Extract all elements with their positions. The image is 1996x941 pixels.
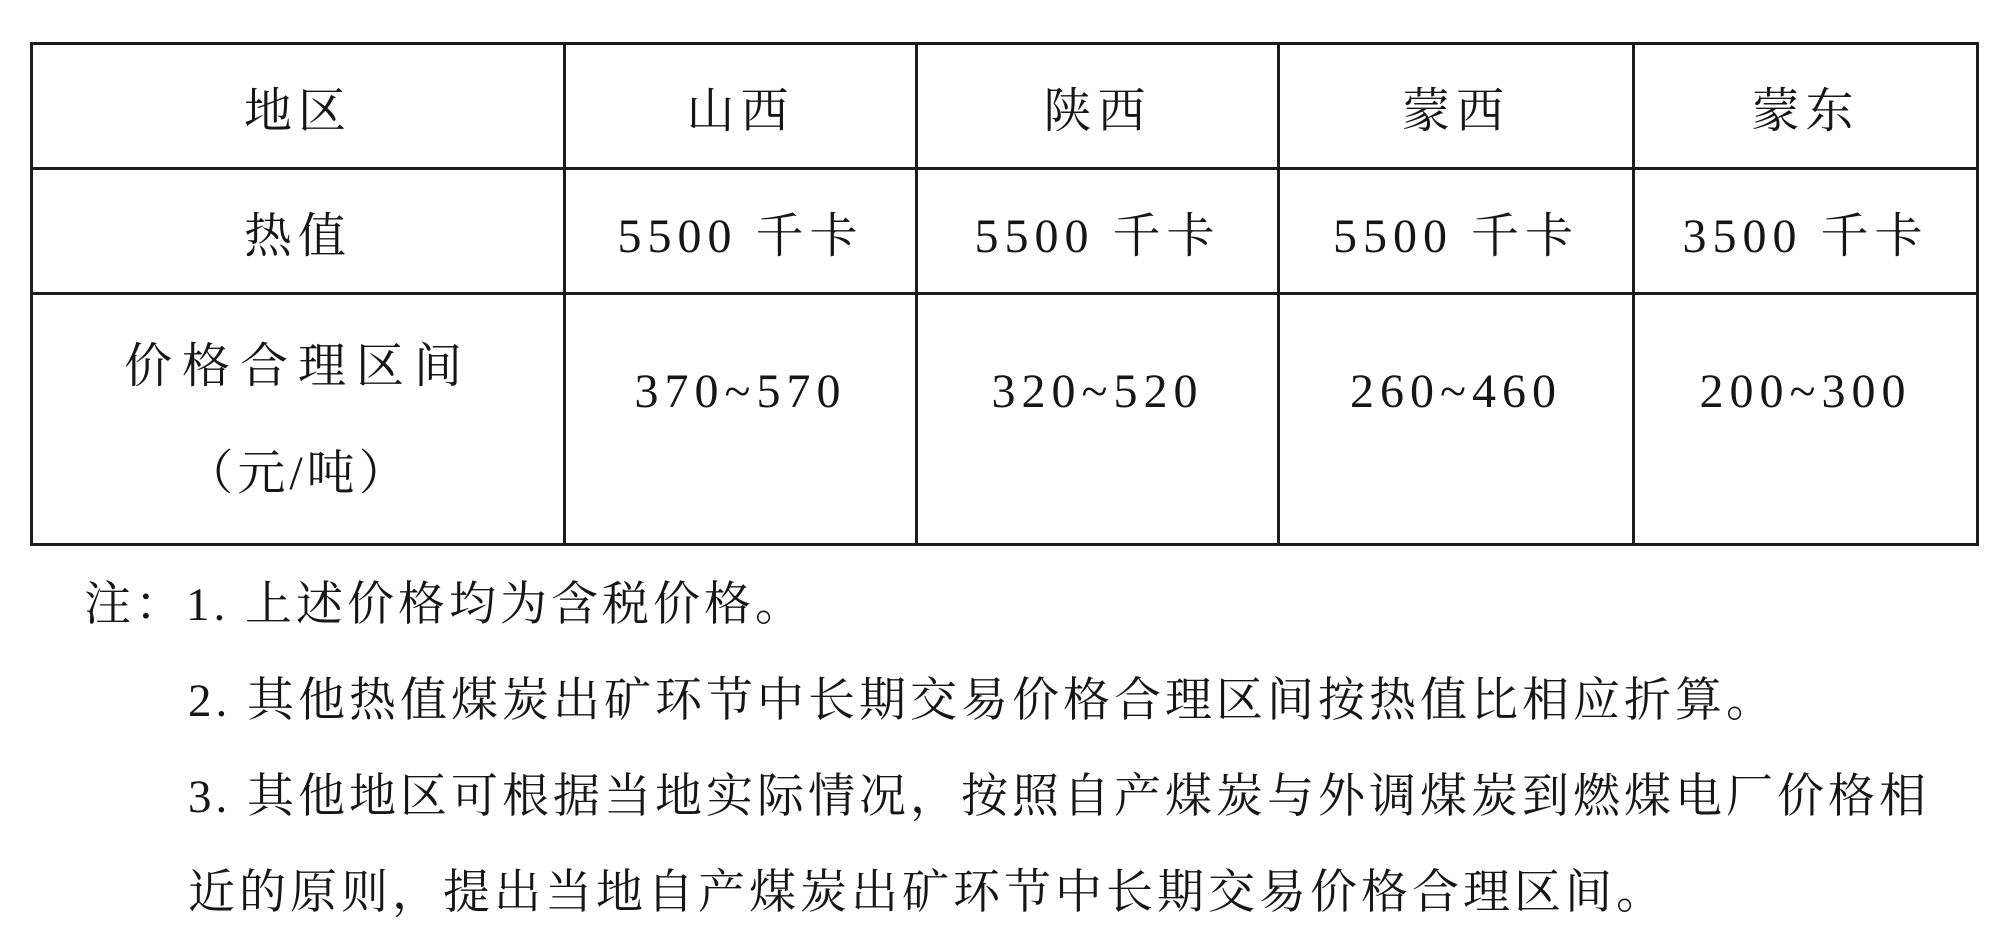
header-cell-shanxi: 山西 <box>565 44 917 169</box>
price-range-mengxi-value: 260~460 <box>1350 364 1562 418</box>
note-3-text-part2: 近的原则，提出当地自产煤炭出矿环节中长期交易价格合理区间。 <box>188 867 1667 919</box>
table-row-price-range <box>32 294 1978 545</box>
price-range-shaanxi <box>917 294 1279 545</box>
note-1-text: 1. 上述价格均为含税价格。 <box>186 579 806 631</box>
heat-value-shaanxi: 5500 千卡 <box>917 169 1279 294</box>
price-range-shanxi <box>565 294 917 545</box>
header-cell-shaanxi: 陕西 <box>917 44 1279 169</box>
note-3-text-part1: 3. 其他地区可根据当地实际情况，按照自产煤炭与外调煤炭到燃煤电厂价格相 <box>188 771 1930 823</box>
table-row-heat-value <box>32 169 1978 294</box>
note-line-3 <box>188 771 1930 823</box>
heat-value-mengdong: 3500 千卡 <box>1634 169 1978 294</box>
note-line-4 <box>188 867 1667 919</box>
price-row-label-unit: （元/吨） <box>185 447 411 500</box>
heat-row-label: 热值 <box>32 169 565 294</box>
note-2-text: 2. 其他热值煤炭出矿环节中长期交易价格合理区间按热值比相应折算。 <box>188 675 1777 727</box>
header-cell-mengdong: 蒙东 <box>1634 44 1978 169</box>
price-range-mengdong <box>1634 294 1978 545</box>
price-range-mengdong-value: 200~300 <box>1699 364 1912 418</box>
heat-value-mengxi: 5500 千卡 <box>1279 169 1634 294</box>
heat-value-shanxi: 5500 千卡 <box>565 169 917 294</box>
note-line-2 <box>188 675 1777 727</box>
price-range-shaanxi-value: 320~520 <box>991 364 1204 418</box>
coal-price-table <box>30 42 1979 546</box>
note-line-1 <box>84 579 806 631</box>
note-marker: 注： <box>84 579 186 631</box>
price-row-label-title: 价格合理区间 <box>123 340 472 393</box>
price-row-label <box>32 294 565 545</box>
price-range-mengxi <box>1279 294 1634 545</box>
header-cell-mengxi: 蒙西 <box>1279 44 1634 169</box>
table-row-header <box>32 44 1978 169</box>
price-range-shanxi-value: 370~570 <box>634 364 847 418</box>
header-cell-region: 地区 <box>32 44 565 169</box>
